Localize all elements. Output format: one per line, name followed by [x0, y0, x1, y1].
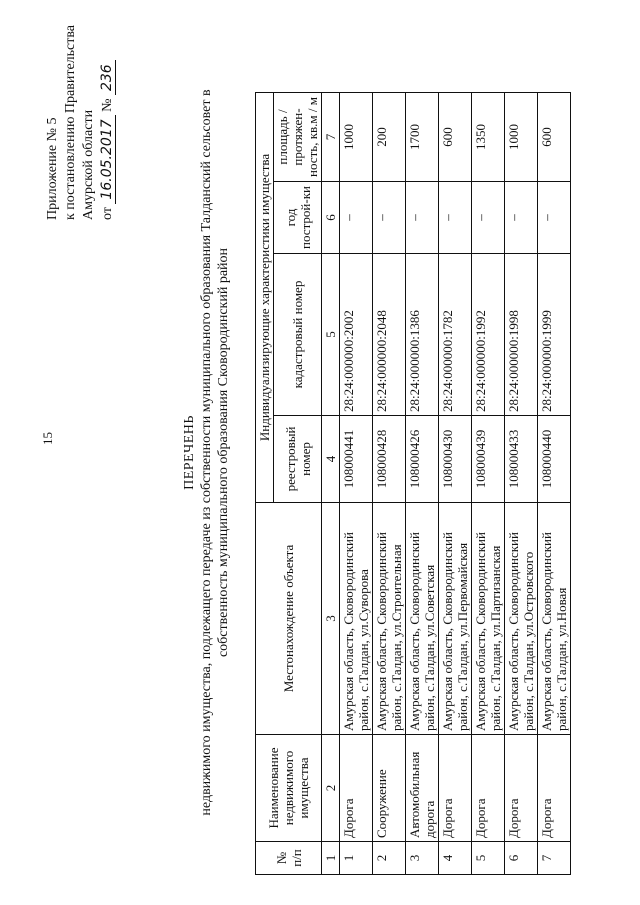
row-number: 4: [439, 842, 472, 875]
row-cadastral-number: 28:24:000000:1999: [538, 254, 571, 416]
table-row: [373, 93, 406, 875]
document-heading: ПЕРЕЧЕНЬ: [182, 415, 197, 490]
col-number: 1: [322, 842, 340, 875]
table-row: [472, 93, 505, 875]
row-number: 7: [538, 842, 571, 875]
row-name: Дорога: [505, 735, 538, 842]
table-row: [340, 93, 373, 875]
row-location: Амурская область, Сковородинский район, с.Талдан, ул.Первомайская: [439, 503, 472, 735]
row-reg-number: 108000441: [340, 416, 373, 503]
column-number-row: [322, 93, 340, 875]
table-row: [505, 93, 538, 875]
appendix-date-line: [98, 25, 117, 220]
row-location: Амурская область, Сковородинский район, с.Талдан, ул.Советская: [406, 503, 439, 735]
document-subtitle-line-2: собственность муниципального образования Сковородинский район: [216, 247, 231, 658]
row-reg-number: 108000439: [472, 416, 505, 503]
row-name: Автомобильная дорога: [406, 735, 439, 842]
row-name: Сооружение: [373, 735, 406, 842]
row-location: Амурская область, Сковородинский район, с.Талдан, ул.Партизанская: [472, 503, 505, 735]
row-area: 1350: [472, 93, 505, 182]
row-cadastral-number: 28:24:000000:1992: [472, 254, 505, 416]
handwritten-date: 16.05.2017: [99, 115, 116, 203]
col-number: 4: [322, 416, 340, 503]
header-row-1: [256, 93, 274, 875]
header-num: № п/п: [256, 842, 322, 875]
row-number: 5: [472, 842, 505, 875]
page-number: 15: [40, 432, 55, 445]
table-row: [439, 93, 472, 875]
row-number: 6: [505, 842, 538, 875]
row-cadastral-number: 28:24:000000:1782: [439, 254, 472, 416]
row-name: Дорога: [472, 735, 505, 842]
col-number: 7: [322, 93, 340, 182]
row-reg-number: 108000428: [373, 416, 406, 503]
row-cadastral-number: 28:24:000000:2002: [340, 254, 373, 416]
row-year: –: [406, 182, 439, 254]
row-number: 1: [340, 842, 373, 875]
number-prefix: №: [100, 98, 115, 112]
header-area: площадь / протяжен-ность, кв.м / м: [274, 93, 322, 182]
col-number: 3: [322, 503, 340, 735]
row-year: –: [538, 182, 571, 254]
row-name: Дорога: [439, 735, 472, 842]
appendix-line-3: Амурской области: [81, 109, 96, 220]
table-row: [406, 93, 439, 875]
row-reg-number: 108000430: [439, 416, 472, 503]
row-reg-number: 108000440: [538, 416, 571, 503]
row-area: 200: [373, 93, 406, 182]
row-cadastral-number: 28:24:000000:1386: [406, 254, 439, 416]
row-location: Амурская область, Сковородинский район, с.Талдан, ул.Островского: [505, 503, 538, 735]
header-year: год построй-ки: [274, 182, 322, 254]
header-characteristics: Индивидуализирующие характеристики имущества: [256, 93, 274, 503]
row-name: Дорога: [340, 735, 373, 842]
row-cadastral-number: 28:24:000000:1998: [505, 254, 538, 416]
row-year: –: [373, 182, 406, 254]
header-name: Наименование недвижимого имущества: [256, 735, 322, 842]
row-location: Амурская область, Сковородинский район, с.Талдан, ул.Новая: [538, 503, 571, 735]
row-area: 1700: [406, 93, 439, 182]
appendix-line-1: Приложение № 5: [45, 117, 60, 220]
col-number: 6: [322, 182, 340, 254]
date-prefix: от: [100, 207, 115, 220]
row-reg-number: 108000433: [505, 416, 538, 503]
handwritten-number: 236: [99, 60, 116, 95]
row-number: 3: [406, 842, 439, 875]
col-number: 5: [322, 254, 340, 416]
row-year: –: [505, 182, 538, 254]
row-cadastral-number: 28:24:000000:2048: [373, 254, 406, 416]
property-table: [255, 92, 571, 875]
row-area: 1000: [505, 93, 538, 182]
table-row: [538, 93, 571, 875]
row-area: 600: [538, 93, 571, 182]
appendix-line-2: к постановлению Правительства: [63, 24, 78, 220]
row-reg-number: 108000426: [406, 416, 439, 503]
row-year: –: [472, 182, 505, 254]
row-year: –: [340, 182, 373, 254]
row-name: Дорога: [538, 735, 571, 842]
header-reg: реестровый номер: [274, 416, 322, 503]
appendix-header: [44, 25, 117, 220]
header-cadastral: кадастровый номер: [274, 254, 322, 416]
row-year: –: [439, 182, 472, 254]
row-number: 2: [373, 842, 406, 875]
col-number: 2: [322, 735, 340, 842]
row-area: 1000: [340, 93, 373, 182]
table-body: [340, 93, 571, 875]
header-location: Местонахождение объекта: [256, 503, 322, 735]
row-area: 600: [439, 93, 472, 182]
row-location: Амурская область, Сковородинский район, с.Талдан, ул.Суворова: [340, 503, 373, 735]
row-location: Амурская область, Сковородинский район, с.Талдан, ул.Строительная: [373, 503, 406, 735]
document-subtitle-line-1: недвижимого имущества, подлежащего передаче из собственности муниципального образования Талданский сельсовет в: [199, 89, 214, 816]
